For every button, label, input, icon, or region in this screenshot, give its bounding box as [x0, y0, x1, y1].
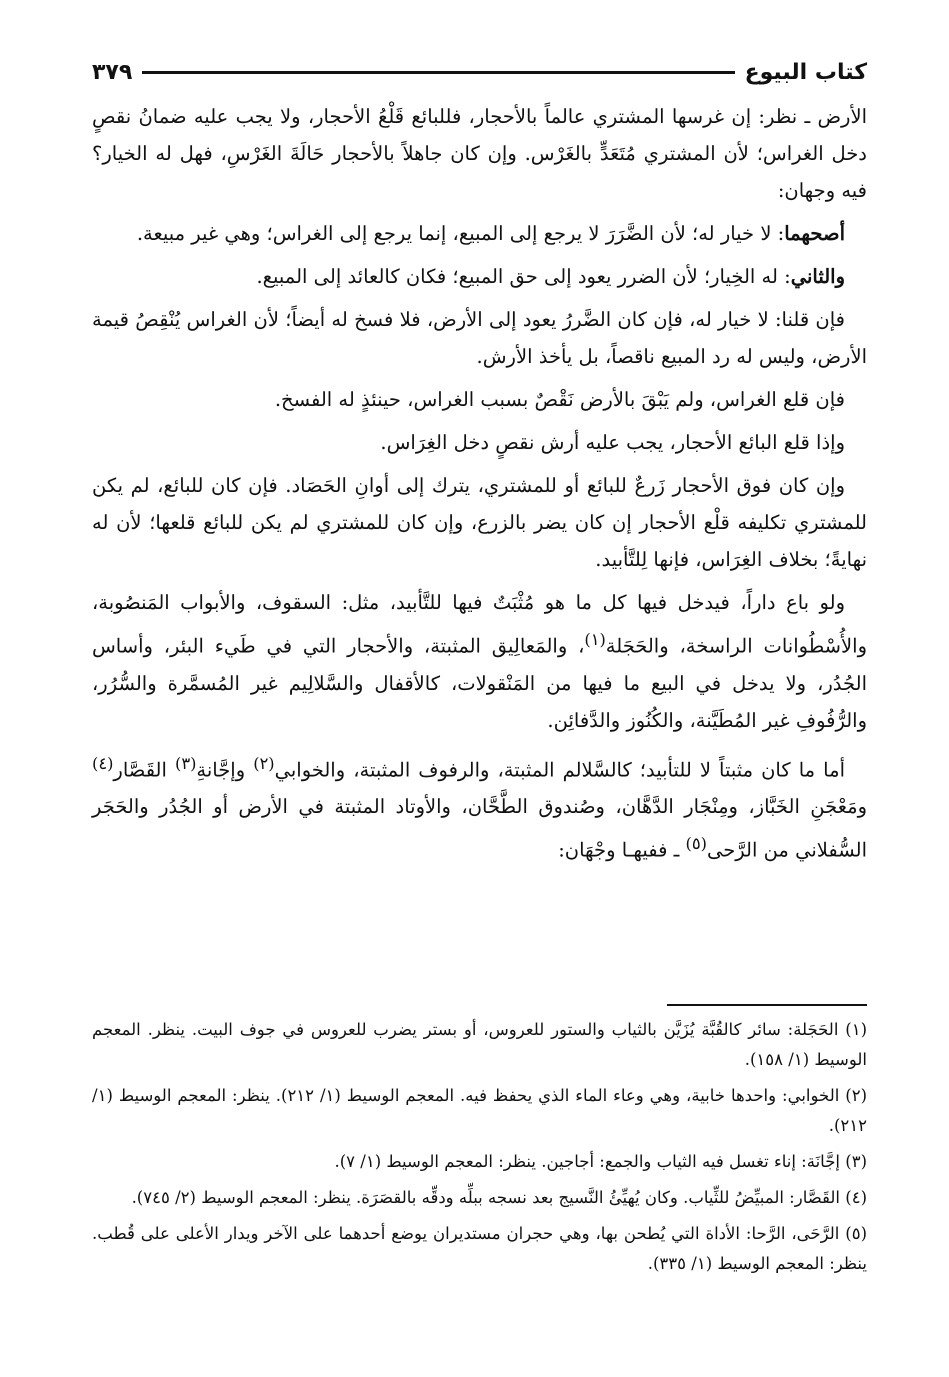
footnote-5: (٥) الرَّحَى، الرَّحا: الأداة التي يُطحن بها، وهي حجران مستديران يوضع أحدهما على الآخر ويدار الأعلى على قُطب. ينظر: المعجم الوسيط (١/ ٣٣٥). — [92, 1224, 867, 1273]
paragraph-8 — [92, 584, 867, 739]
page-number: ٣٧٩ — [92, 59, 133, 85]
header-rule — [142, 71, 734, 74]
paragraph-8-part-b: ، والمَعالِيق المثبتة، والأحجار التي في طَيء البئر، وأساس الجُدُر، ولا يدخل في البيع ما فيها من المَنْقولات، كالأقفال والسَّلالِيم غير المُسمَّرة والسُّرُر، والرُّفُوفِ غير المُطَيَّنة، والكُنُوز والدَّفائِن. — [92, 634, 867, 732]
footnote-ref-2: (٢) — [253, 753, 275, 773]
paragraph-1: الأرض ـ نظر: إن غرسها المشتري عالماً بالأحجار، فللبائع قَلْعُ الأحجار، ولا يجب عليه ضمانُ نقصٍ دخل الغراس؛ لأن المشتري مُتَعَدٍّ بالغَرْس. وإن كان جاهلاً بالأحجار حَالَةَ الغَرْسِ، فهل له الخيار؟ فيه وجهان: — [92, 105, 867, 202]
paragraph-9-part-d: ومَعْجَنِ الخَبَّاز، ومِنْجَار الدَّهَّان، وصُندوق الطَّحَّان، والأوتاد المثبتة في الأرض أو الجُدُر والحَجَر السُّفلاني من الرَّحى — [92, 795, 867, 862]
chapter-title: كتاب البيوع — [744, 59, 867, 85]
footnote-ref-4: (٤) — [92, 753, 114, 773]
paragraph-9-part-b: وإجَّانةِ — [196, 758, 254, 781]
paragraph-3-label: والثاني — [790, 265, 845, 288]
paragraph-9 — [92, 745, 867, 869]
paragraph-5: فإن قلع الغراس، ولم يَبْقَ بالأرض نَقْصٌ بسبب الغراس، حينئذٍ له الفسخ. — [274, 388, 845, 411]
footnote-3: (٣) إجَّانَة: إناء تغسل فيه الثياب والجمع: أجاجين. ينظر: المعجم الوسيط (١/ ٧). — [334, 1152, 867, 1171]
footnote-4: (٤) القَصَّار: المبيِّضُ للثِّياب. وكان يُهيِّئُ النَّسيج بعد نسجه ببلِّه ودقِّه بالقصَرَة. ينظر: المعجم الوسيط (٢/ ٧٤٥). — [131, 1188, 867, 1207]
paragraph-2-text: : لا خيار له؛ لأن الضَّرَرَ لا يرجع إلى المبيع، إنما يرجع إلى الغراس؛ وهي غير مبيعة. — [136, 222, 785, 245]
paragraph-3 — [92, 258, 867, 295]
paragraph-9-part-a: أما ما كان مثبتاً لا للتأبيد؛ كالسَّلالم المثبتة، والرفوف المثبتة، والخوابي — [274, 758, 845, 781]
paragraph-8-part-a: ولو باع داراً، فيدخل فيها كل ما هو مُثْبَتٌ فيها للتَّأبيد، مثل: السقوف، والأبواب المَنصُوبة، والأُسْطُوانات الراسخة، والحَجَلة — [92, 591, 867, 658]
footnote-1: (١) الحَجَلة: سائر كالقُبَّة يُزَيَّن بالثياب والستور للعروس، أو بستر يضرب للعروس في جوف البيت. ينظر. المعجم الوسيط (١/ ١٥٨). — [92, 1020, 867, 1069]
footnote-separator — [667, 1004, 867, 1006]
page-header — [92, 52, 867, 92]
paragraph-2-label: أصحهما — [784, 222, 845, 245]
footnote-ref-1: (١) — [584, 630, 606, 649]
paragraph-9-part-c: القَصَّار — [113, 758, 175, 781]
footnote-ref-3: (٣) — [174, 753, 197, 773]
paragraph-2 — [92, 215, 867, 252]
paragraph-3-text: : له الخِيار؛ لأن الضرر يعود إلى حق المبيع؛ فكان كالعائد إلى المبيع. — [256, 265, 791, 288]
paragraph-7: وإن كان فوق الأحجار زَرعٌ للبائع أو للمشتري، يترك إلى أوانِ الحَصَاد. فإن كان للبائع، لم يكن للمشتري تكليفه قلْع الأحجار إن كان يضر بالزرع، وإن كان للمشتري لم يكن للبائع قلعها؛ لأن له نهايةً؛ بخلاف الغِرَاس، فإنها لِلتَّأبيد. — [92, 474, 867, 571]
paragraph-9-part-e: ـ ففيهـا وجْهَان: — [558, 838, 686, 862]
main-text — [92, 98, 867, 875]
footnote-ref-5: (٥) — [685, 834, 707, 853]
paragraph-6: وإذا قلع البائع الأحجار، يجب عليه أرش نقصٍ دخل الغِرَاس. — [380, 431, 845, 454]
footnotes — [92, 1015, 867, 1285]
paragraph-4: فإن قلنا: لا خيار له، فإن كان الضَّررُ يعود إلى الأرض، فلا فسخ له أيضاً؛ لأن الغراس يُنْقِصُ قيمة الأرض، وليس له رد المبيع ناقصاً، بل يأخذ الأرش. — [92, 308, 867, 368]
footnote-2: (٢) الخوابي: واحدها خابية، وهي وعاء الماء الذي يحفظ فيه. المعجم الوسيط (١/ ٢١٢). ينظر: المعجم الوسيط (١/ ٢١٢). — [92, 1086, 867, 1135]
